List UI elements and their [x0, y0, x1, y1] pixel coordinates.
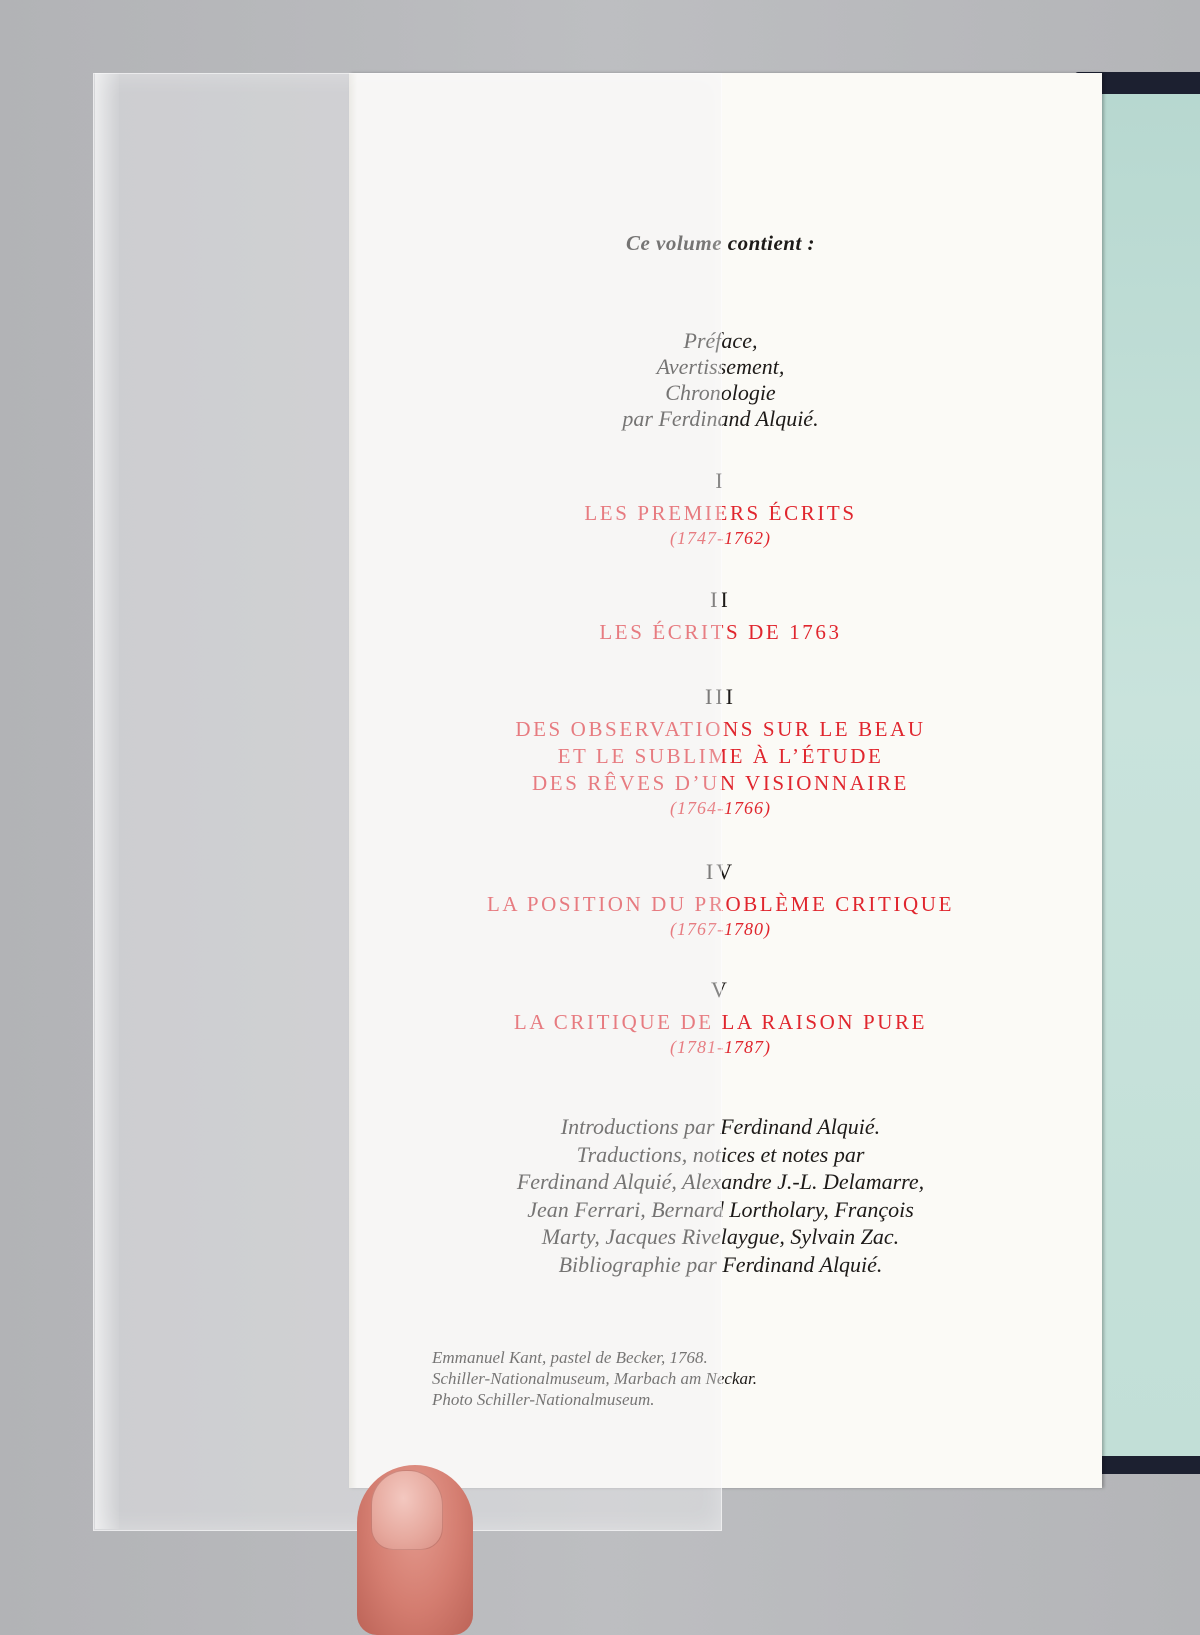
part-dates: (1747-1762) [670, 528, 771, 548]
caption-line: Emmanuel Kant, pastel de Becker, 1768. [432, 1348, 708, 1367]
part-title: ET LE SUBLIME À L’ÉTUDE [557, 744, 884, 768]
part-numeral: II [710, 587, 731, 612]
prefatory-line: Avertissement, [656, 354, 785, 379]
prefatory-line: par Ferdinand Alquié. [622, 406, 819, 431]
part-dates: (1781-1787) [670, 1037, 771, 1057]
part-title: DES RÊVES D’UN VISIONNAIRE [532, 771, 909, 795]
part-numeral: III [705, 684, 736, 709]
credits-line: Bibliographie par Ferdinand Alquié. [558, 1251, 883, 1277]
part-title: LES PREMIERS ÉCRITS [584, 501, 857, 525]
intro-line: Ce volume contient : [625, 231, 816, 255]
part-title: LA POSITION DU PROBLÈME CRITIQUE [486, 892, 955, 916]
caption-line: Photo Schiller-Nationalmuseum. [432, 1390, 655, 1409]
part-title: DES OBSERVATIONS SUR LE BEAU [515, 717, 926, 741]
inner-board [1088, 94, 1200, 1456]
part-numeral: V [711, 977, 730, 1002]
part-title: LES ÉCRITS DE 1763 [599, 620, 842, 644]
fingernail [371, 1470, 443, 1550]
prefatory-line: Chronologie [665, 380, 776, 405]
part-dates: (1767-1780) [670, 919, 771, 939]
part-numeral: I [715, 468, 726, 493]
credits-line: Jean Ferrari, Bernard Lortholary, François [527, 1196, 914, 1222]
credits-line: Traductions, notices et notes par [576, 1141, 865, 1167]
caption-line: Schiller-Nationalmuseum, Marbach am Neckar. [432, 1369, 757, 1388]
part-dates: (1764-1766) [670, 798, 771, 818]
prefatory-line: Préface, [683, 328, 758, 353]
part-title: LA CRITIQUE DE LA RAISON PURE [513, 1010, 928, 1034]
part-numeral: IV [705, 859, 736, 884]
credits-line: Introductions par Ferdinand Alquié. [560, 1114, 881, 1139]
protective-film [93, 73, 722, 1531]
film-edge [95, 73, 119, 1529]
credits-line: Marty, Jacques Rivelaygue, Sylvain Zac. [541, 1224, 900, 1249]
credits-line: Ferdinand Alquié, Alexandre J.-L. Delamarre, [516, 1169, 925, 1194]
